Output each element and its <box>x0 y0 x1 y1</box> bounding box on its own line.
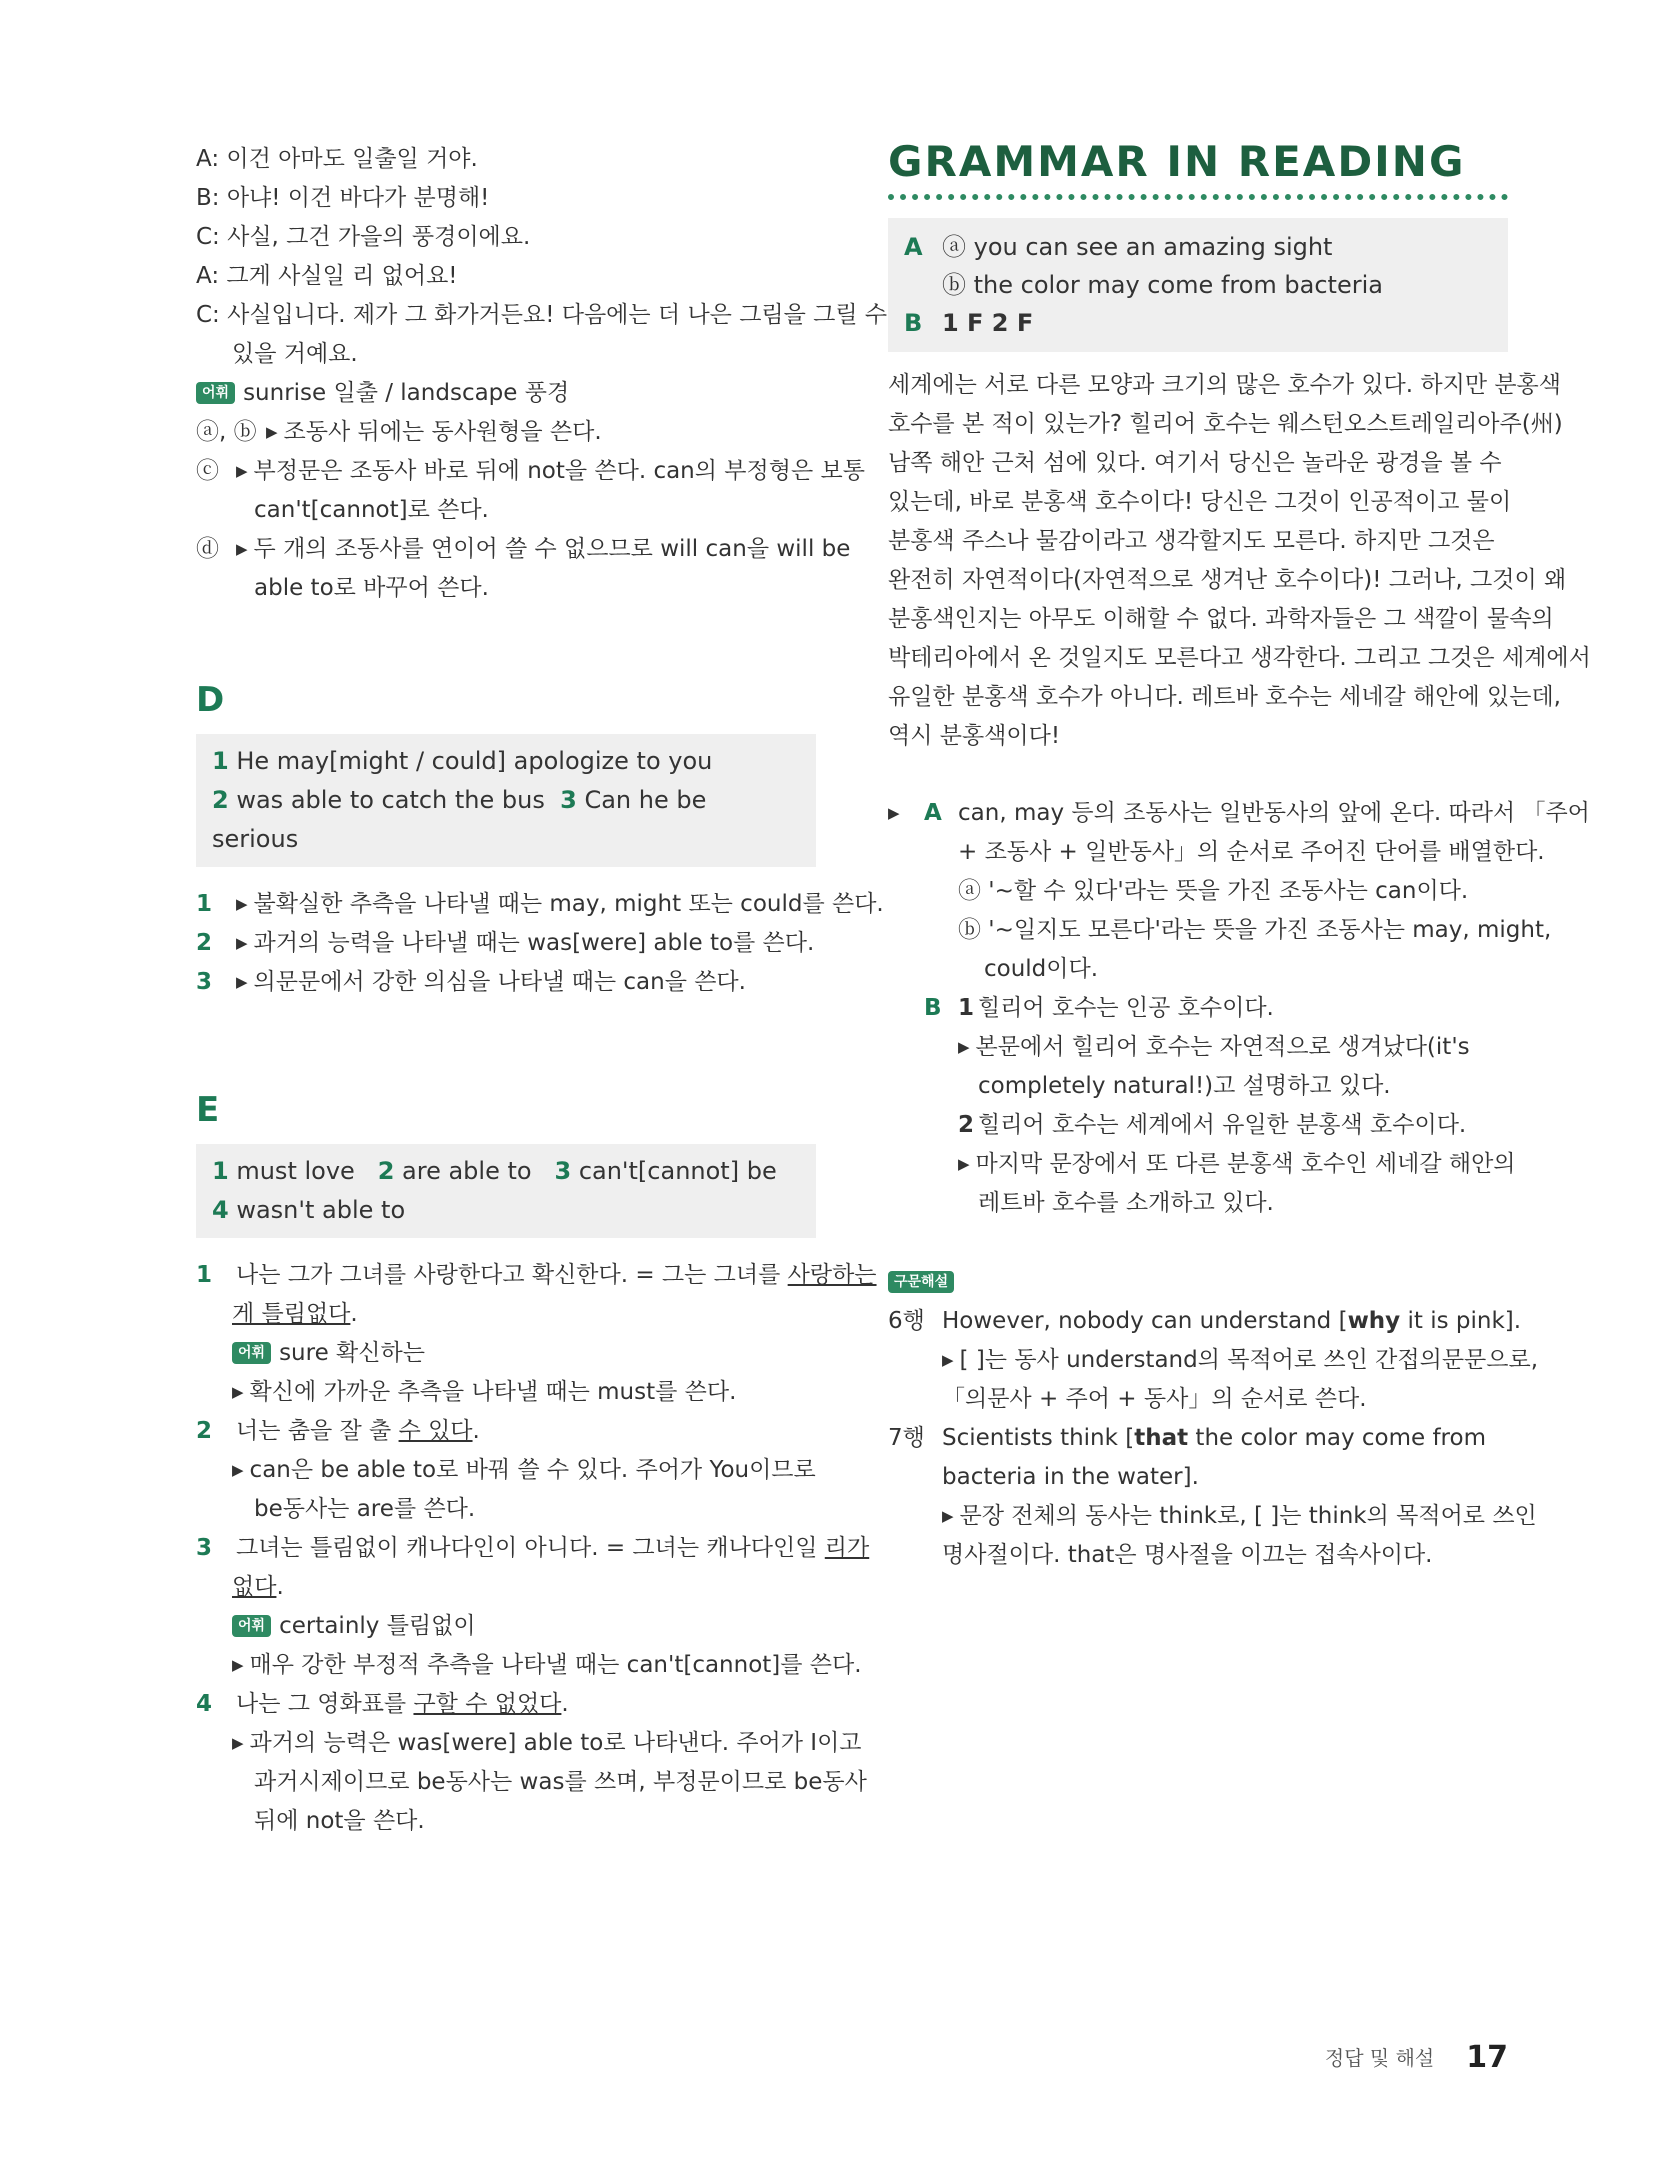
answer-text: are able to <box>402 1157 532 1185</box>
underlined-text: 없다 <box>232 1574 277 1600</box>
exp-number: 2 <box>958 1112 975 1138</box>
syntax-text: it is pink]. <box>1400 1308 1522 1334</box>
exp-text: + 조동사 + 일반동사」의 순서로 주어진 단어를 배열한다. <box>958 839 1545 865</box>
e-note-cont: 뒤에 not을 쓴다. <box>254 1808 425 1834</box>
vocab-line <box>196 374 816 413</box>
note-line <box>196 413 816 452</box>
syntax-text: Scientists think [ <box>942 1425 1135 1451</box>
triangle-icon: ▶ <box>266 423 278 441</box>
exp-text: 힐리어 호수는 인공 호수이다. <box>978 995 1274 1021</box>
left-column <box>196 140 888 1841</box>
syntax-note <box>888 1341 1539 1380</box>
syntax-line-7 <box>888 1419 1508 1458</box>
vocab-line <box>196 1607 816 1646</box>
syntax-text: bacteria in the water]. <box>942 1464 1199 1490</box>
answer-number: 2 <box>377 1157 395 1185</box>
section-d-answer-box <box>196 734 816 867</box>
note-mark: ⓓ <box>196 536 219 562</box>
exp-label: A <box>924 800 942 826</box>
footer-label: 정답 및 해설 <box>1324 2046 1435 2070</box>
translation-line: 역시 분홍색이다! <box>888 723 1061 749</box>
triangle-icon: ▶ <box>232 1383 244 1401</box>
dialogue-line: 있을 거예요. <box>232 341 358 367</box>
explanation-block <box>888 794 1590 1223</box>
translation-line: 완전히 자연적이다(자연적으로 생겨난 호수이다)! 그러나, 그것이 왜 <box>888 567 1567 593</box>
item-text: 과거의 능력을 나타낼 때는 was[were] able to를 쓴다. <box>253 930 815 956</box>
translation-line: 남쪽 해안 근처 섬에 있다. 여기서 당신은 놀라운 광경을 볼 수 <box>888 450 1502 476</box>
syntax-bold: that <box>1134 1425 1189 1451</box>
vocab-text: sunrise 일출 / landscape 풍경 <box>243 380 570 406</box>
explanation-b-line <box>888 989 1508 1028</box>
e-item <box>196 1685 816 1724</box>
right-column <box>888 137 1591 1575</box>
item-text: . <box>350 1301 358 1327</box>
note-text: 두 개의 조동사를 연이어 쓸 수 없으므로 will can을 will be <box>253 536 851 562</box>
item-text: 나는 그가 그녀를 사랑한다고 확신한다. = 그는 그녀를 <box>236 1262 788 1288</box>
note-mark: ⓐ, ⓑ <box>196 419 257 445</box>
triangle-icon: ▶ <box>232 1656 244 1674</box>
answer-text: can't[cannot] be <box>578 1157 777 1185</box>
note-text: 조동사 뒤에는 동사원형을 쓴다. <box>283 419 602 445</box>
exp-b2-line <box>888 1106 1508 1145</box>
syntax-text: However, nobody can understand [ <box>942 1308 1348 1334</box>
e-item-cont <box>196 1568 816 1607</box>
note-text: 과거의 능력은 was[were] able to로 나타낸다. 주어가 I이고 <box>249 1730 862 1756</box>
dialogue-line: A: 그게 사실일 리 없어요! <box>196 263 458 289</box>
answer-number: 1 <box>212 1157 229 1185</box>
note-text: 매우 강한 부정적 추측을 나타낼 때는 can't[cannot]를 쓴다. <box>249 1652 862 1678</box>
translation-line: 유일한 분홍색 호수가 아니다. 레트바 호수는 세네갈 해안에 있는데, <box>888 684 1561 710</box>
note-text: can은 be able to로 바꿔 쓸 수 있다. 주어가 You이므로 <box>249 1457 816 1483</box>
syntax-tag: 구문해설 <box>888 1271 954 1293</box>
item-number: 2 <box>196 930 213 956</box>
answer-text: He may[might / could] apologize to you <box>236 747 713 775</box>
syntax-text: 「의문사 + 주어 + 동사」의 순서로 쓴다. <box>942 1386 1367 1412</box>
item-number: 3 <box>196 1535 213 1561</box>
syntax-text: 문장 전체의 동사는 think로, [ ]는 think의 목적어로 쓰인 <box>959 1503 1537 1529</box>
vocab-tag: 어휘 <box>196 382 235 404</box>
vocab-tag: 어휘 <box>232 1615 271 1637</box>
answer-number: 1 <box>212 747 229 775</box>
page-number: 17 <box>1466 2040 1508 2075</box>
triangle-icon: ▶ <box>236 895 248 913</box>
answer-text: ⓐ you can see an amazing sight <box>942 233 1333 261</box>
item-text: . <box>472 1418 480 1444</box>
item-number: 1 <box>196 891 213 917</box>
e-item <box>196 1256 877 1295</box>
item-text: 나는 그 영화표를 <box>236 1691 414 1717</box>
exp-text: ⓑ '~일지도 모른다'라는 뜻을 가진 조동사는 may, might, <box>958 917 1552 943</box>
note-line <box>196 452 865 491</box>
page-footer <box>1325 2040 1508 2075</box>
answer-label: A <box>904 233 923 261</box>
triangle-icon: ▶ <box>958 1155 970 1173</box>
note-mark: ⓒ <box>196 458 219 484</box>
d-item <box>196 924 816 963</box>
exp-text: 본문에서 힐리어 호수는 자연적으로 생겨났다(it's <box>975 1034 1470 1060</box>
answer-number: 3 <box>554 1157 572 1185</box>
syntax-line-6 <box>888 1302 1522 1341</box>
item-text: 불확실한 추측을 나타낼 때는 may, might 또는 could를 쓴다. <box>253 891 884 917</box>
answer-text: 1 F 2 F <box>942 309 1034 337</box>
e-note <box>196 1373 816 1412</box>
e-note <box>196 1646 862 1685</box>
d-item <box>196 963 816 1002</box>
line-number: 7행 <box>888 1425 925 1451</box>
translation-line: 있는데, 바로 분홍색 호수이다! 당신은 그것이 인공적이고 물이 <box>888 489 1512 515</box>
section-e-answer-box <box>196 1144 816 1238</box>
e-item <box>196 1529 870 1568</box>
answer-label: B <box>904 309 923 337</box>
e-item-cont <box>196 1295 816 1334</box>
underlined-text: 수 있다 <box>398 1418 473 1444</box>
note-cont: can't[cannot]로 쓴다. <box>254 497 489 523</box>
dotted-divider <box>888 194 1508 200</box>
triangle-icon: ▶ <box>236 540 248 558</box>
note-text: 부정문은 조동사 바로 뒤에 not을 쓴다. can의 부정형은 보통 <box>253 458 865 484</box>
answer-text: wasn't able to <box>236 1196 406 1224</box>
translation-line: 호수를 본 적이 있는가? 힐리어 호수는 웨스턴오스트레일리아주(州) <box>888 411 1563 437</box>
answer-number: 3 <box>560 786 577 814</box>
e-note <box>196 1724 862 1763</box>
exp-text: completely natural!)고 설명하고 있다. <box>978 1073 1391 1099</box>
syntax-note <box>888 1497 1537 1536</box>
underlined-text: 리가 <box>824 1535 870 1561</box>
answer-text: must love <box>236 1157 355 1185</box>
exp-number: 1 <box>958 995 975 1021</box>
triangle-icon: ▶ <box>236 462 248 480</box>
translation-line: 분홍색인지는 아무도 이해할 수 없다. 과학자들은 그 색깔이 물속의 <box>888 606 1554 632</box>
item-text: . <box>276 1574 284 1600</box>
note-cont: able to로 바꾸어 쓴다. <box>254 575 489 601</box>
triangle-icon: ▶ <box>232 1461 244 1479</box>
exp-text: 레트바 호수를 소개하고 있다. <box>978 1190 1274 1216</box>
vocab-line <box>196 1334 816 1373</box>
exp-note <box>888 1028 1508 1067</box>
triangle-icon: ▶ <box>958 1038 970 1056</box>
item-number: 2 <box>196 1418 213 1444</box>
exp-text: could이다. <box>984 956 1099 982</box>
underlined-text: 게 틀림없다 <box>232 1301 351 1327</box>
note-line <box>196 530 851 569</box>
item-number: 1 <box>196 1262 213 1288</box>
grammar-in-reading-title: GRAMMAR IN READING <box>888 137 1466 186</box>
triangle-icon: ▶ <box>942 1507 954 1525</box>
triangle-icon: ▶ <box>236 934 248 952</box>
syntax-bold: why <box>1347 1308 1401 1334</box>
translation-line: 세계에는 서로 다른 모양과 크기의 많은 호수가 있다. 하지만 분홍색 <box>888 372 1561 398</box>
exp-text: can, may 등의 조동사는 일반동사의 앞에 온다. 따라서 「주어 <box>958 800 1590 826</box>
dialogue-line: A: 이건 아마도 일출일 거야. <box>196 146 478 172</box>
explanation-a-line <box>888 794 1590 833</box>
underlined-text: 구할 수 없었다 <box>413 1691 562 1717</box>
syntax-text: the color may come from <box>1188 1425 1486 1451</box>
item-text: . <box>561 1691 569 1717</box>
exp-text: 마지막 문장에서 또 다른 분홍색 호수인 세네갈 해안의 <box>975 1151 1516 1177</box>
e-note-cont: be동사는 are를 쓴다. <box>254 1496 476 1522</box>
triangle-icon: ▶ <box>942 1351 954 1369</box>
syntax-text: [ ]는 동사 understand의 목적어로 쓰인 간접의문문으로, <box>959 1347 1539 1373</box>
item-text: 그녀는 틀림없이 캐나다인이 아니다. = 그녀는 캐나다인일 <box>236 1535 825 1561</box>
vocab-text: sure 확신하는 <box>279 1340 425 1366</box>
e-item <box>196 1412 816 1451</box>
item-number: 4 <box>196 1691 213 1717</box>
exp-text: 힐리어 호수는 세계에서 유일한 분홍색 호수이다. <box>978 1112 1467 1138</box>
dialogue-line: C: 사실입니다. 제가 그 화가거든요! 다음에는 더 나은 그림을 그릴 수 <box>196 302 888 328</box>
note-text: 확신에 가까운 추측을 나타낼 때는 must를 쓴다. <box>249 1379 737 1405</box>
dialogue-line: B: 아냐! 이건 바다가 분명해! <box>196 185 490 211</box>
vocab-tag: 어휘 <box>232 1342 271 1364</box>
underlined-text: 사랑하는 <box>787 1262 877 1288</box>
item-text: 너는 춤을 잘 출 <box>236 1418 399 1444</box>
answer-number: 2 <box>212 786 229 814</box>
answer-text: Can he be serious <box>212 786 707 853</box>
item-text: 의문문에서 강한 의심을 나타낼 때는 can을 쓴다. <box>253 969 746 995</box>
item-number: 3 <box>196 969 213 995</box>
exp-label: B <box>924 995 942 1021</box>
e-note-cont: 과거시제이므로 be동사는 was를 쓰며, 부정문이므로 be동사 <box>254 1769 867 1795</box>
answer-number: 4 <box>212 1196 229 1224</box>
syntax-block <box>888 1263 1539 1575</box>
translation-line: 박테리아에서 온 것일지도 모른다고 생각한다. 그리고 그것은 세계에서 <box>888 645 1591 671</box>
answer-text: was able to catch the bus <box>236 786 545 814</box>
section-d-heading: D <box>196 680 225 720</box>
answer-text: ⓑ the color may come from bacteria <box>942 271 1383 299</box>
translation-paragraph <box>888 366 1591 756</box>
triangle-icon: ▶ <box>236 973 248 991</box>
reading-answer-box <box>888 218 1508 352</box>
triangle-icon: ▶ <box>232 1734 244 1752</box>
exp-text: ⓐ '~할 수 있다'라는 뜻을 가진 조동사는 can이다. <box>958 878 1469 904</box>
line-number: 6행 <box>888 1308 925 1334</box>
section-e-heading: E <box>196 1090 220 1130</box>
exp-note <box>888 1145 1516 1184</box>
triangle-icon: ▶ <box>888 804 900 822</box>
syntax-text: 명사절이다. that은 명사절을 이끄는 접속사이다. <box>942 1542 1433 1568</box>
e-note <box>196 1451 816 1490</box>
translation-line: 분홍색 주스나 물감이라고 생각할지도 모른다. 하지만 그것은 <box>888 528 1495 554</box>
d-item <box>196 885 884 924</box>
vocab-text: certainly 틀림없이 <box>279 1613 476 1639</box>
dialogue-line: C: 사실, 그건 가을의 풍경이에요. <box>196 224 531 250</box>
